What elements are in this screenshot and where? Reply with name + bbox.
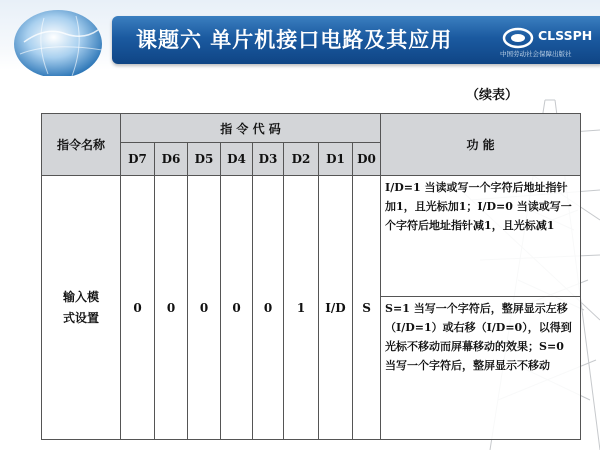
table-continued-caption: （续表） xyxy=(466,88,519,103)
bit-value-d7: 0 xyxy=(121,176,155,440)
page-title: 课题六 单片机接口电路及其应用 xyxy=(136,28,453,52)
bit-value-d4: 0 xyxy=(221,176,253,440)
publisher-logo-text: CLSSPH xyxy=(538,28,593,43)
column-header-name: 指令名称 xyxy=(42,114,121,176)
bit-header-d3: D3 xyxy=(253,143,284,176)
bit-header-d0: D0 xyxy=(353,143,381,176)
bit-header-d6: D6 xyxy=(155,143,188,176)
instruction-name-cell xyxy=(42,176,121,440)
bit-value-d5: 0 xyxy=(188,176,221,440)
instruction-table xyxy=(41,113,581,440)
instruction-name: 输入模式设置 xyxy=(62,289,99,325)
column-header-code: 指 令 代 码 xyxy=(121,114,381,143)
column-header-function: 功 能 xyxy=(381,114,581,176)
bit-value-d3: 0 xyxy=(253,176,284,440)
bit-header-d7: D7 xyxy=(121,143,155,176)
bit-value-d0: S xyxy=(353,176,381,440)
function-description-id: I/D=1 当读或写一个字符后地址指针加1，且光标加1；I/D=0 当读或写一个字符后地址指针减1，且光标减1 xyxy=(381,176,581,297)
bit-header-d4: D4 xyxy=(221,143,253,176)
bit-header-d1: D1 xyxy=(319,143,353,176)
bit-value-d6: 0 xyxy=(155,176,188,440)
bit-value-d1: I/D xyxy=(319,176,353,440)
bit-value-d2: 1 xyxy=(284,176,319,440)
bit-header-d5: D5 xyxy=(188,143,221,176)
function-description-s: S=1 当写一个字符后，整屏显示左移（I/D=1）或右移（I/D=0），以得到光标不移动而屏幕移动的效果；S=0 当写一个字符后，整屏显示不移动 xyxy=(381,297,581,440)
globe-icon xyxy=(6,4,114,76)
publisher-logo-subtext: 中国劳动社会保障出版社 xyxy=(500,50,572,58)
bit-header-d2: D2 xyxy=(284,143,319,176)
